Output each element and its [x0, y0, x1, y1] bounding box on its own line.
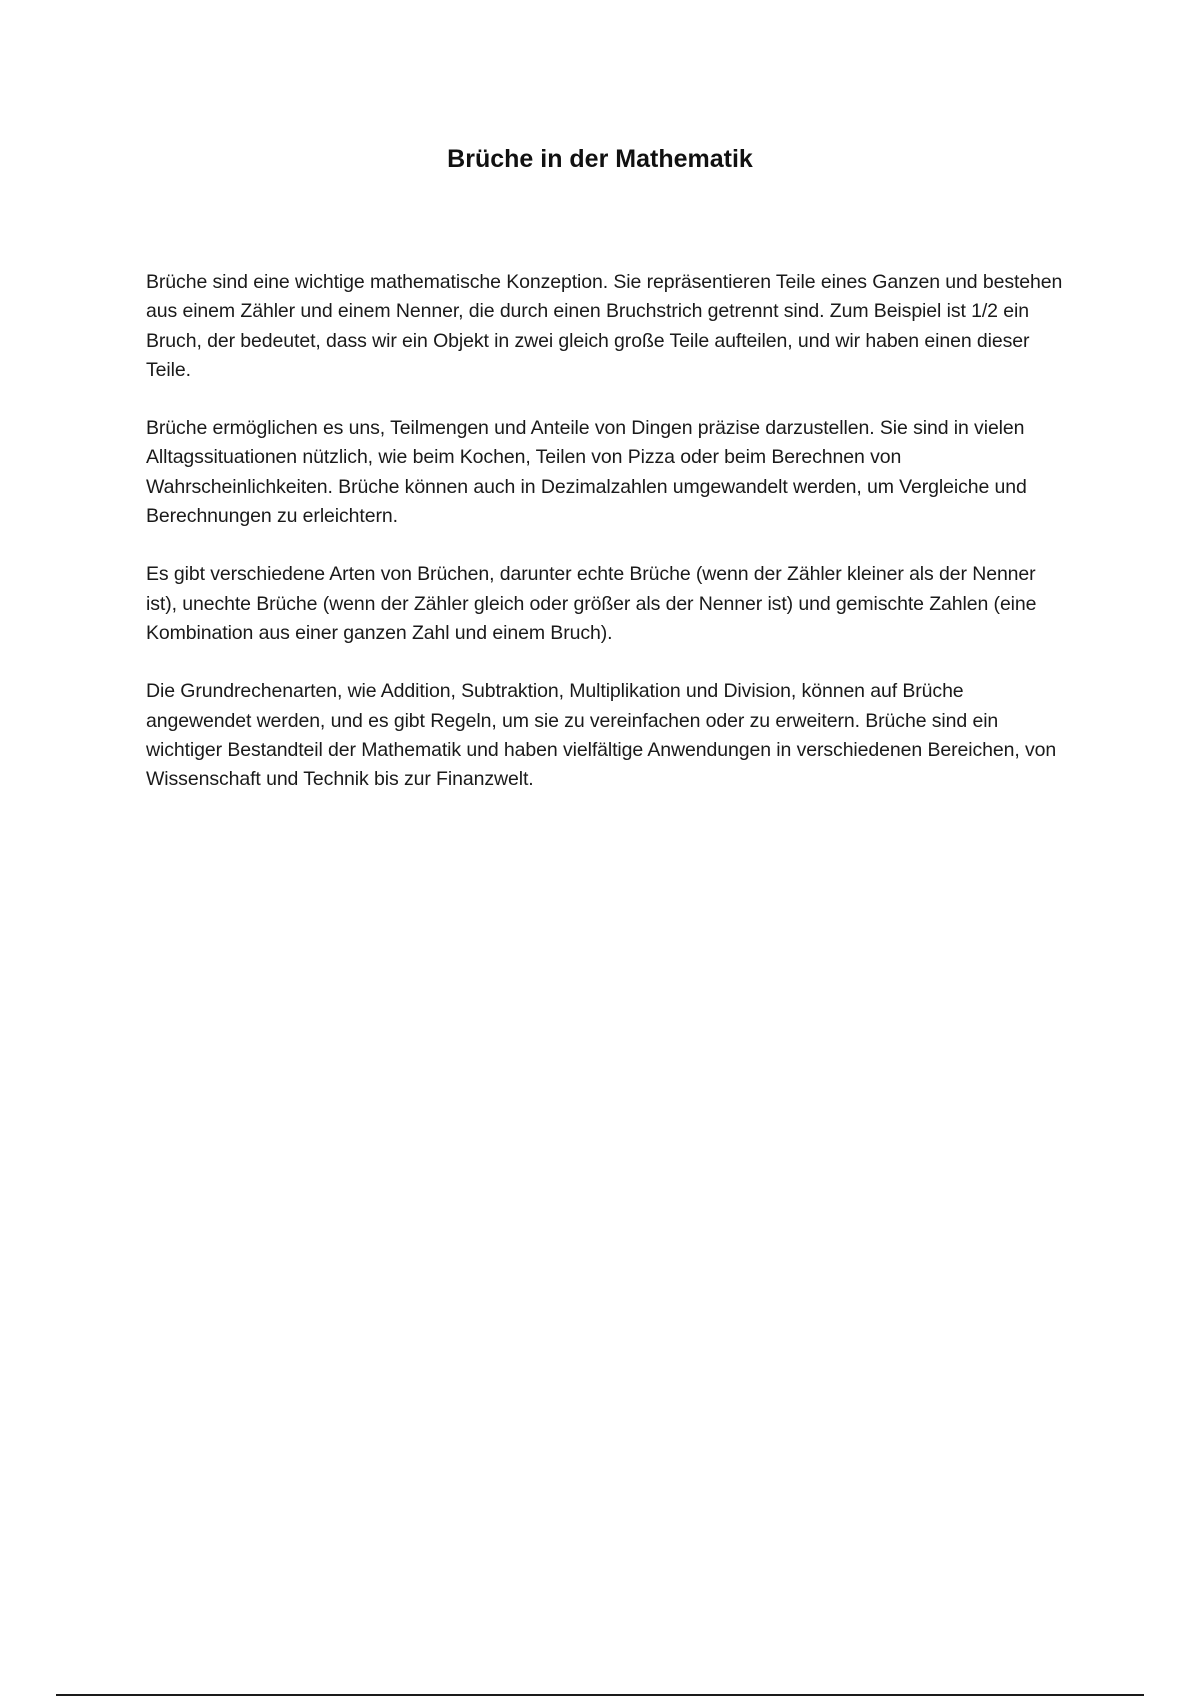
paragraph-definition: Brüche sind eine wichtige mathematische Konzeption. Sie repräsentieren Teile eines Ganzen und bestehen aus einem Zähler und einem Nenner, die durch einen Bruchstrich getrennt sind. Zum Beispiel ist 1/2 ein Bruch, der bedeutet, dass wir ein Objekt in zwei gleich große Teile aufteilen, und wir haben einen dieser Teile. — [146, 271, 1063, 381]
paragraph-usage: Brüche ermöglichen es uns, Teilmengen und Anteile von Dingen präzise darzustellen. Sie sind in vielen Alltagssituationen nützlich, wie beim Kochen, Teilen von Pizza oder beim Berechnen von Wahrscheinlichkeiten. Brüche können auch in Dezimalzahlen umgewandelt werden, um Vergleiche und Berechnungen zu erleichtern. — [146, 417, 1027, 528]
bottom-divider — [56, 1694, 1144, 1696]
paragraph-operations: Die Grundrechenarten, wie Addition, Subtraktion, Multiplikation und Division, können auf Brüche angewendet werden, und es gibt Regeln, um sie zu vereinfachen oder zu erweitern. Brüche sind ein wichtiger Bestandteil der Mathematik und haben vielfältige Anwendungen in verschiedenen Bereichen, von Wissenschaft und Technik bis zur Finanzwelt. — [146, 680, 1057, 791]
paragraph-types: Es gibt verschiedene Arten von Brüchen, darunter echte Brüche (wenn der Zähler kleiner als der Nenner ist), unechte Brüche (wenn der Zähler gleich oder größer als der Nenner ist) und gemischte Zahlen (eine Kombination aus einer ganzen Zahl und einem Bruch). — [146, 563, 1037, 644]
document-title: Brüche in der Mathematik — [447, 145, 753, 173]
document-body — [146, 268, 1071, 823]
